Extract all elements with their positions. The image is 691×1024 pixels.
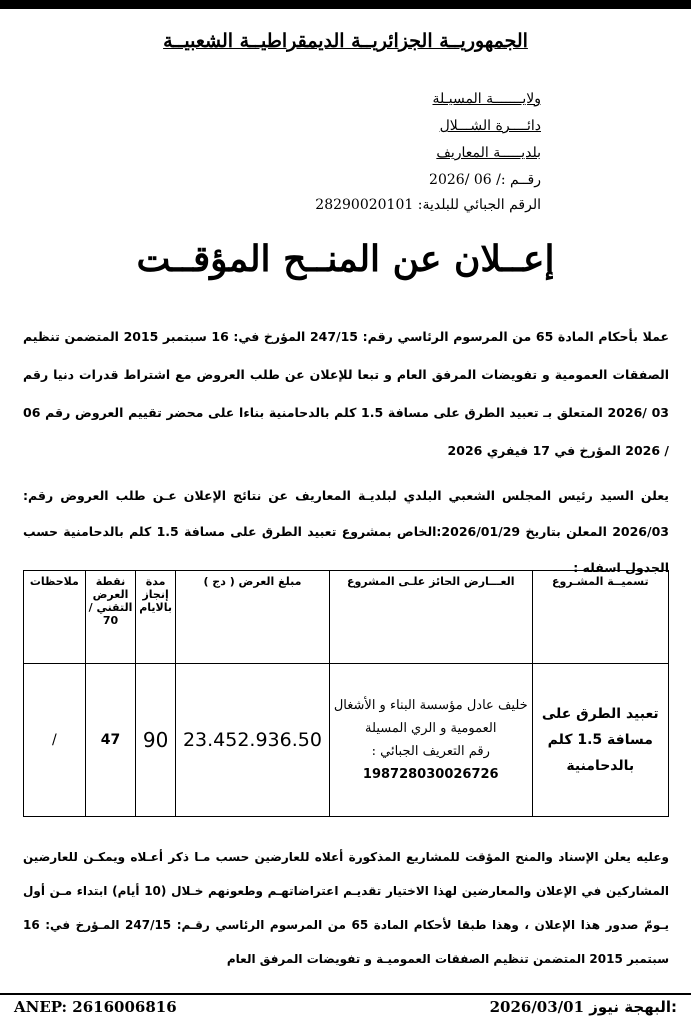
- results-table: [23, 570, 669, 817]
- commune-tax-id: الرقم الجبائي للبلدية: 28290020101: [315, 197, 541, 213]
- header-bidder: العـــارض الحائز علـى المشروع: [330, 571, 533, 664]
- table-header-row: [24, 571, 669, 664]
- publication-date: 2026/03/01: [489, 998, 585, 1016]
- announcement-paragraph: يعلن السيد رئيس المجلس الشعبي البلدي لبلديـة المعاريف عن نتائج الإعلان عـن طلب العروض رقم: 2026/03 المعلن بتاريخ 2026/01/29:الخاص بمشروع تعبيد الطرق على مسافة 1.5 كلم بالدحامنية حسب الجدول اسفله :: [23, 488, 669, 575]
- header-score: نقطة العرض التقني / 70: [85, 571, 136, 664]
- wilaya-line: ولايـــــــة المسيـلة: [432, 91, 541, 107]
- cell-bidder: [330, 664, 533, 817]
- top-border: [0, 0, 691, 9]
- bidder-name: خليف عادل مؤسسة البناء و الأشغال العمومية و الري المسيلة: [333, 698, 528, 736]
- closing-paragraph: وعليه يعلن الإسناد والمنح المؤقت للمشاريع المذكورة أعلاه للعارضين حسب مـا ذكر أعـلاه ويمكـن للعارضين المشاركين في الإعلان والمعارضين لهذا الاختيار تقديـم اعتراضاتهـم وطعونهم خـلال (10 أيام) ابتداء مـن أول يـومّ صدور هذا الإعلان ، وهذا طبقا لأحكام المادة 65 من المرسوم الرئاسي رقـم: 247/15 المـؤرخ في: 16 سبتمبر 2015 المتضمن تنظيم الصفقات العموميـة و تفويضات المرفق العام: [23, 850, 669, 966]
- header-duration: مدة إنجاز بالايام: [136, 571, 176, 664]
- announcement-title: إعــلان عن المنــح المؤقــت: [136, 238, 555, 280]
- commune-line: بلديـــــة المعاريف: [436, 145, 541, 161]
- bidder-tax-label: رقم التعريف الجبائي :: [371, 744, 490, 759]
- header-amount: مبلغ العرض ( دج ): [175, 571, 329, 664]
- footer-bar: [0, 993, 691, 1023]
- table-row: [24, 664, 669, 817]
- publication-source: البهجة نيوز:: [589, 998, 677, 1016]
- anep-number: ANEP: 2616006816: [14, 998, 177, 1016]
- bidder-tax-id: 198728030026726: [362, 767, 499, 782]
- reference-number: رقــم :/ 06 /2026: [429, 172, 541, 188]
- cell-score: 47: [85, 664, 136, 817]
- administrative-header: [315, 86, 541, 216]
- daira-line: دائــــرة الشـــلال: [439, 118, 541, 134]
- header-notes: ملاحظات: [24, 571, 86, 664]
- cell-amount: 23.452.936.50: [175, 664, 329, 817]
- publication-info: [490, 998, 677, 1016]
- cell-duration: 90: [136, 664, 176, 817]
- republic-title: الجمهوريــة الجزائريــة الديمقراطيــة الشعبيــة: [163, 30, 528, 52]
- cell-project: تعبيد الطرق على مسافة 1.5 كلم بالدحامنية: [532, 664, 668, 817]
- header-project: تسميــة المشـروع: [532, 571, 668, 664]
- cell-notes: /: [24, 664, 86, 817]
- legal-basis-paragraph: عملا بأحكام المادة 65 من المرسوم الرئاسي رقم: 247/15 المؤرخ في: 16 سبتمبر 2015 المتضمن تنظيم الصفقات العمومية و تفويضات المرفق العام و تبعا للإعلان عن طلب العروض مع اشتراط قدرات دنيا رقم 03 /2026 المتعلق بـ تعبيد الطرق على مسافة 1.5 كلم بالدحامنية بناءا على محضر تقييم العروض رقم 06 / 2026 المؤرخ في 17 فيفري 2026: [23, 329, 669, 458]
